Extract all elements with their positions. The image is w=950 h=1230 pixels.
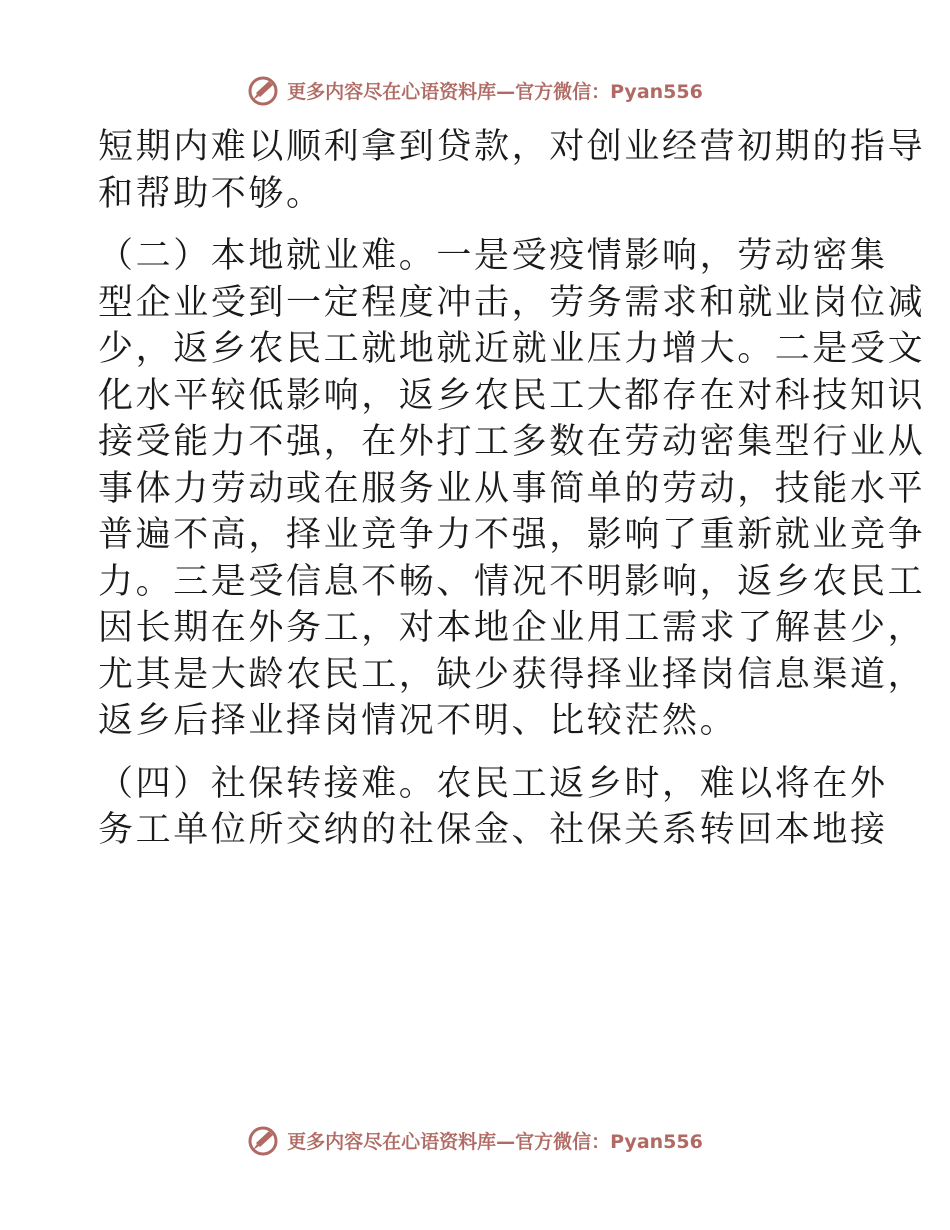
text-line: 普遍不高，择业竞争力不强，影响了重新就业竞争: [98, 515, 926, 555]
text-line: 返乡后择业择岗情况不明、比较茫然。: [98, 701, 738, 741]
text-line: 事体力劳动或在服务业从事简单的劳动，技能水平: [98, 468, 926, 509]
text-line: （二）本地就业难。一是受疫情影响，劳动密集: [98, 236, 888, 276]
paragraph-3: [98, 761, 888, 854]
paragraph-1: [98, 124, 926, 217]
text-line: 接受能力不强，在外打工多数在劳动密集型行业从: [98, 422, 926, 462]
footer-watermark: [0, 1120, 950, 1160]
text-line: 尤其是大龄农民工，缺少获得择业择岗信息渠道，: [98, 654, 926, 695]
header-watermark: [0, 70, 950, 110]
text-line: 力。三是受信息不畅、情况不明影响，返乡农民工: [98, 561, 926, 602]
document-body: [98, 124, 926, 870]
text-line: 化水平较低影响，返乡农民工大都存在对科技知识: [98, 375, 926, 416]
text-line: 因长期在外务工，对本地企业用工需求了解甚少，: [98, 608, 926, 648]
text-line: 型企业受到一定程度冲击，劳务需求和就业岗位减: [98, 282, 926, 323]
text-line: （四）社保转接难。农民工返乡时，难以将在外: [98, 763, 888, 804]
watermark-text: 更多内容尽在心语资料库—官方微信：Pyan556: [287, 80, 703, 103]
logo-icon: [247, 73, 281, 107]
text-line: 和帮助不够。: [98, 173, 324, 214]
watermark-text: 更多内容尽在心语资料库—官方微信：Pyan556: [287, 1130, 703, 1153]
paragraph-2: [98, 233, 926, 745]
text-line: 短期内难以顺利拿到贷款，对创业经营初期的指导: [98, 127, 926, 167]
text-line: 务工单位所交纳的社保金、社保关系转回本地接: [98, 810, 888, 850]
text-line: 少，返乡农民工就地就近就业压力增大。二是受文: [98, 329, 926, 369]
logo-icon: [247, 1123, 281, 1157]
